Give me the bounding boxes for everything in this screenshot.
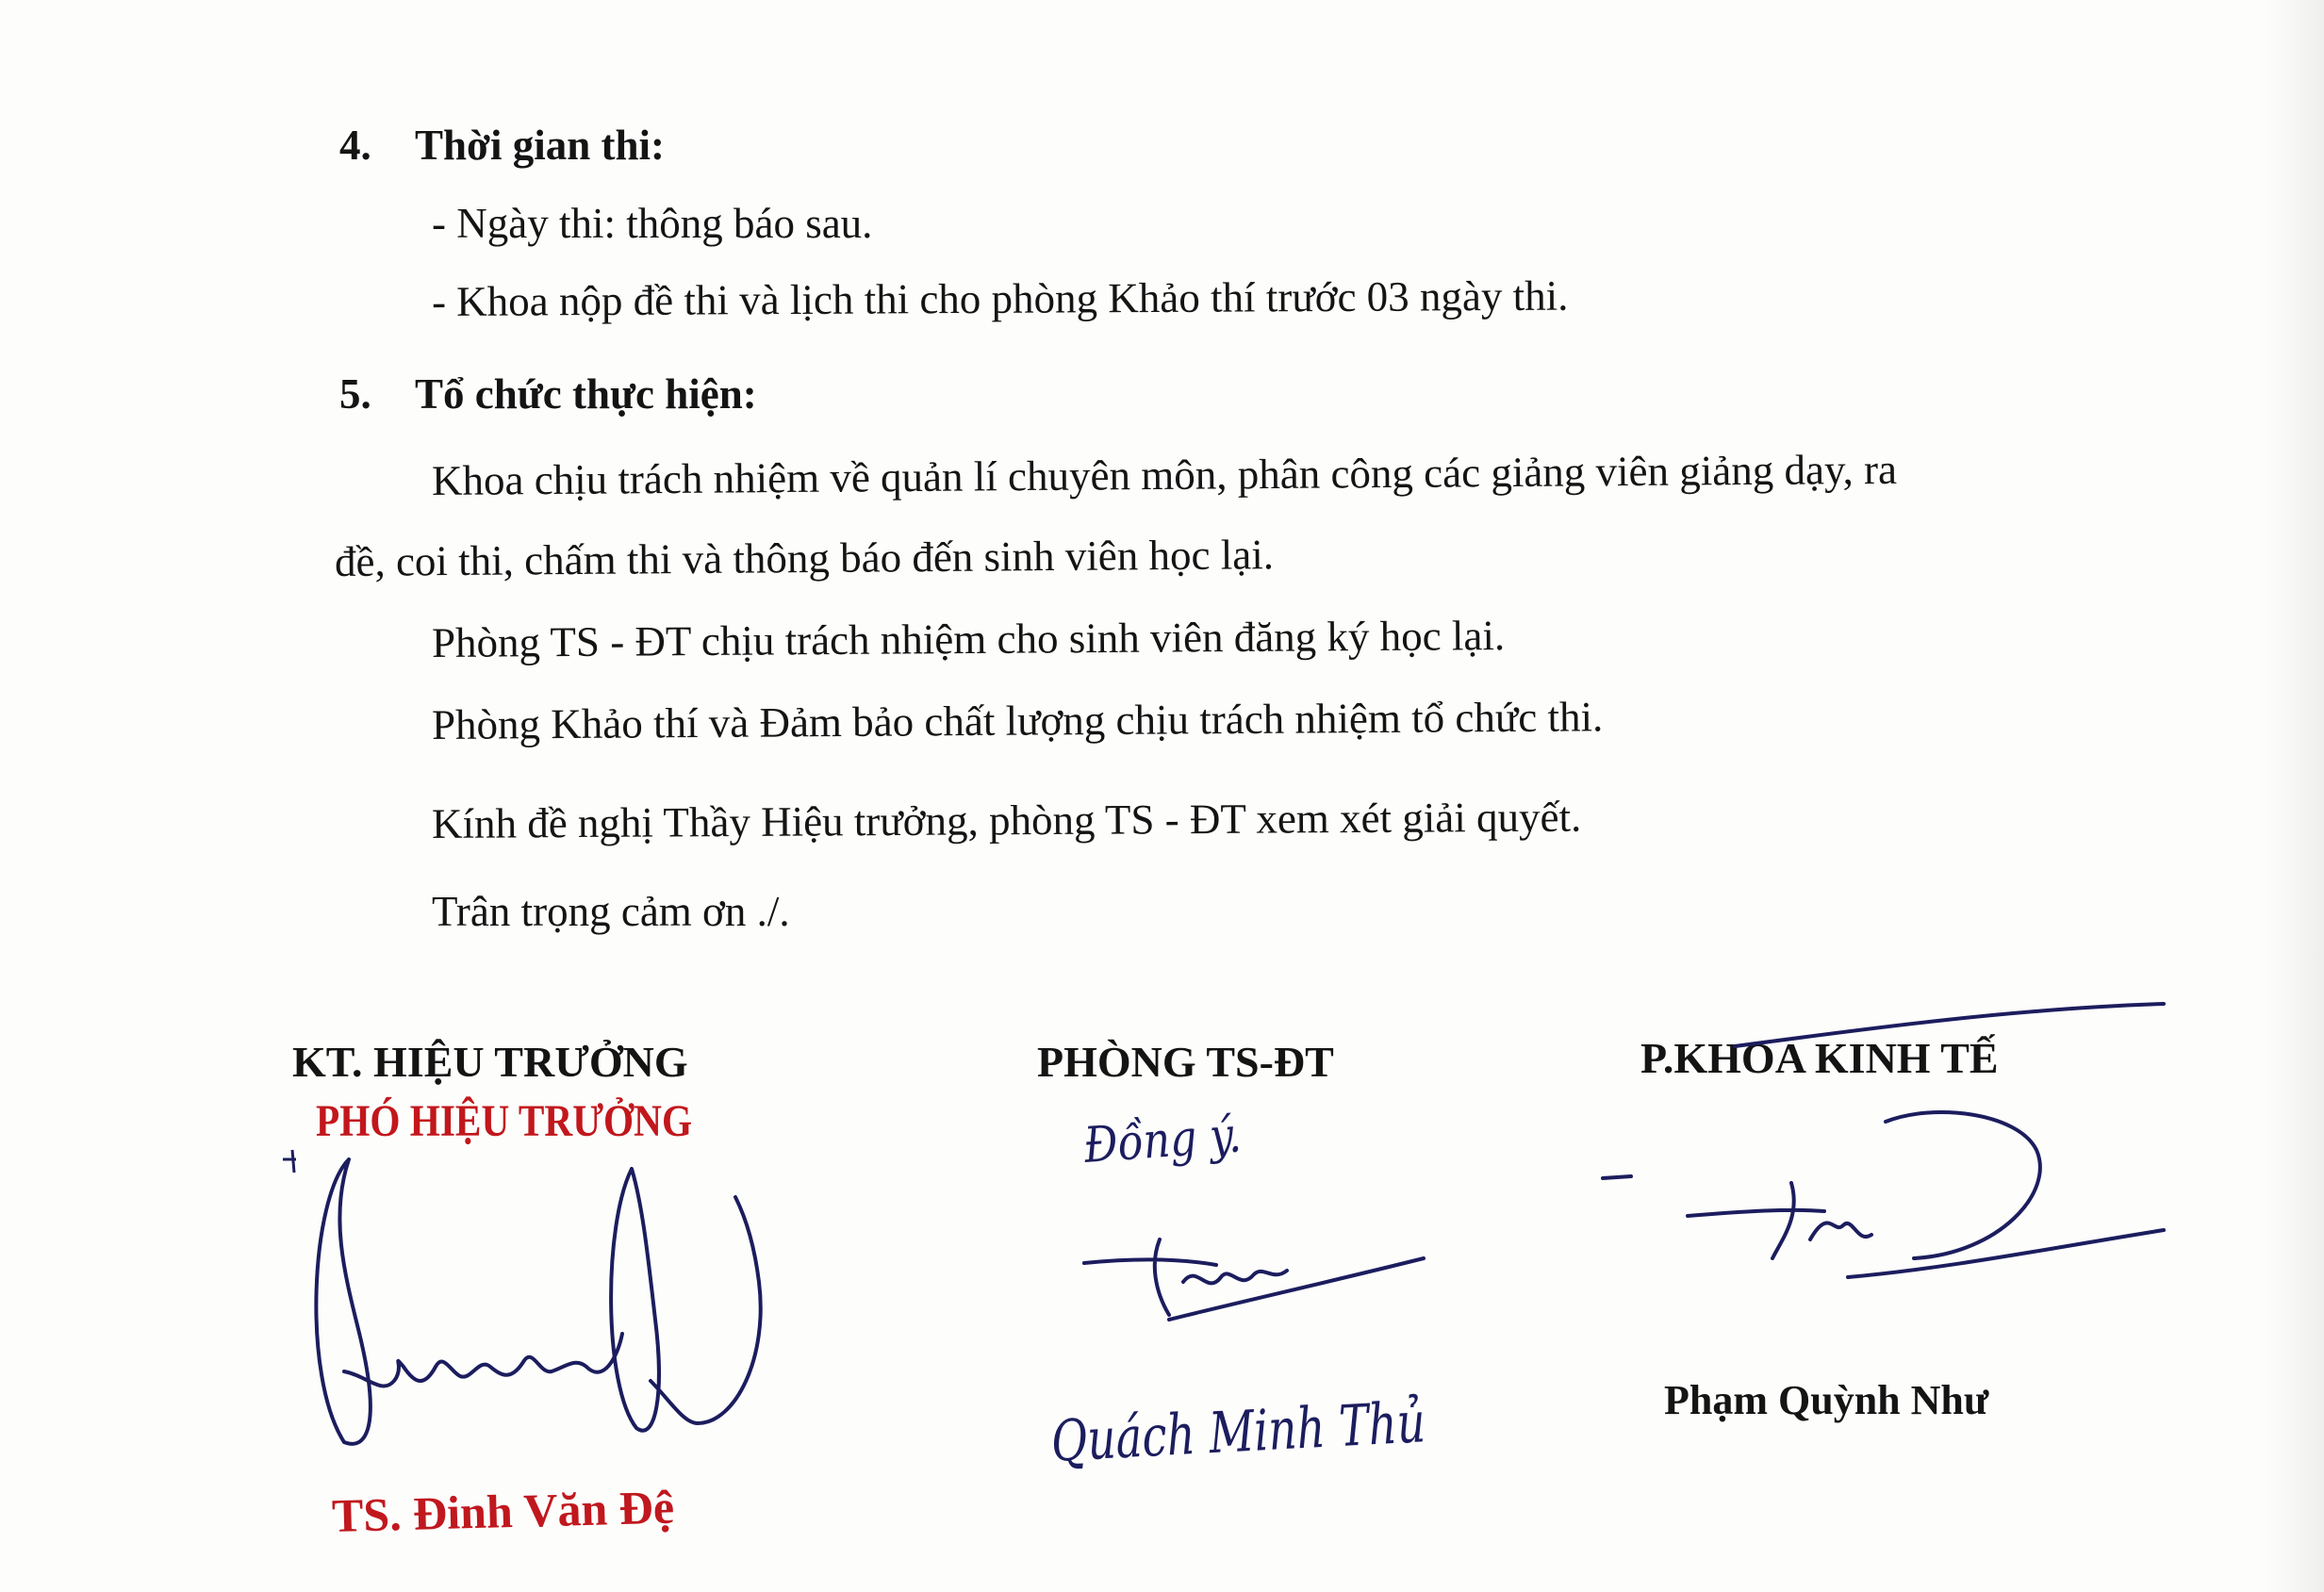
exam-submission-line: - Khoa nộp đề thi và lịch thi cho phòng Khảo thí trước 03 ngày thi. bbox=[431, 271, 1569, 325]
khao-thi-responsibility-line: Phòng Khảo thí và Đảm bảo chất lượng chịu trách nhiệm tổ chức thi. bbox=[431, 693, 1604, 748]
left-handwritten-signature bbox=[292, 1141, 783, 1461]
right-handwritten-signature bbox=[1593, 1009, 2178, 1291]
left-signatory-name: TS. Đinh Văn Đệ bbox=[331, 1480, 675, 1542]
responsibility-paragraph-line-1: Khoa chịu trách nhiệm về quản lí chuyên môn, phân công các giảng viên giảng dạy, ra bbox=[431, 445, 1898, 504]
section-5-heading bbox=[339, 370, 757, 418]
left-signature-stamp-title: PHÓ HIỆU TRƯỞNG bbox=[316, 1096, 693, 1146]
section-4-number: 4. bbox=[339, 122, 371, 169]
ts-dt-responsibility-line: Phòng TS - ĐT chịu trách nhiệm cho sinh viên đăng ký học lại. bbox=[431, 612, 1506, 666]
middle-signature-title: PHÒNG TS-ĐT bbox=[1037, 1038, 1334, 1086]
section-5-number: 5. bbox=[339, 370, 371, 418]
responsibility-paragraph-line-2: đề, coi thi, chấm thi và thông báo đến sinh viên học lại. bbox=[334, 531, 1275, 585]
thanks-line: Trân trọng cảm ơn ./. bbox=[432, 888, 790, 935]
middle-signatory-name: Quách Minh Thủ bbox=[1049, 1389, 1427, 1475]
right-signature-title: P.KHOA KINH TẾ bbox=[1640, 1034, 1999, 1082]
middle-handwritten-signature bbox=[1075, 1225, 1433, 1338]
exam-date-line: - Ngày thi: thông báo sau. bbox=[432, 200, 873, 247]
section-5-title: Tổ chức thực hiện: bbox=[415, 370, 757, 418]
section-4-heading bbox=[339, 124, 665, 167]
approval-handwritten-note: Đồng ý. bbox=[1081, 1107, 1244, 1174]
section-4-title: Thời gian thi: bbox=[415, 122, 665, 169]
request-line: Kính đề nghị Thầy Hiệu trưởng, phòng TS - ĐT xem xét giải quyết. bbox=[431, 793, 1582, 847]
right-signatory-name: Phạm Quỳnh Như bbox=[1664, 1377, 1989, 1423]
scan-edge-shadow bbox=[2267, 0, 2324, 1592]
left-signature-title: KT. HIỆU TRƯỞNG bbox=[292, 1038, 688, 1086]
